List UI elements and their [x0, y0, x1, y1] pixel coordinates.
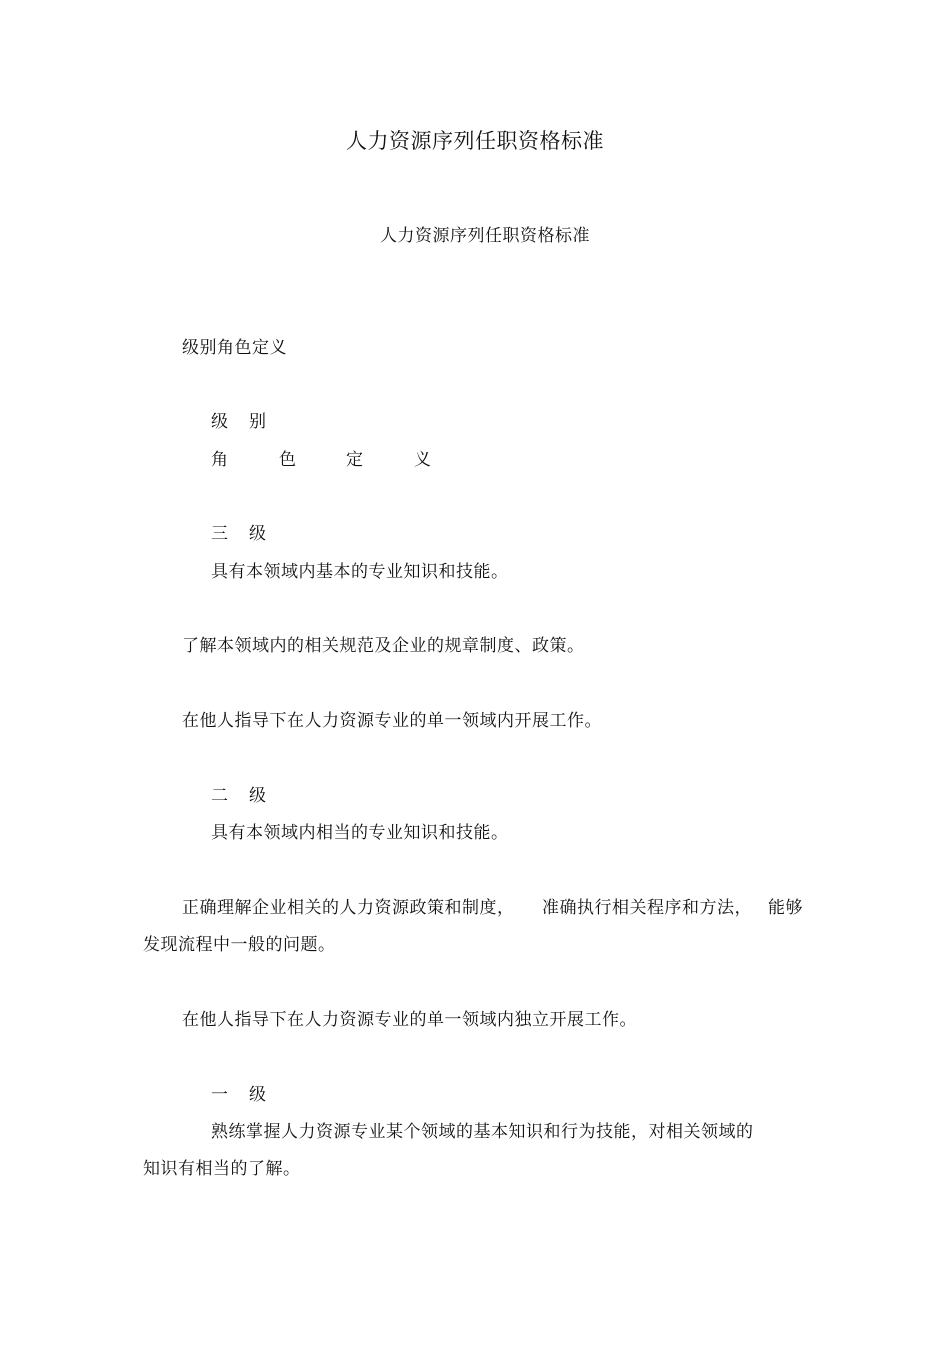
level-char: 一	[211, 1085, 228, 1105]
level-3-item: 在他人指导下在人力资源专业的单一领域内开展工作。	[182, 711, 602, 731]
header-role-char: 角	[211, 450, 228, 470]
level-2-item: 准确执行相关程序和方法，	[542, 898, 752, 918]
header-level-char: 别	[249, 412, 266, 432]
document-subtitle: 人力资源序列任职资格标准	[380, 226, 590, 246]
level-3-item: 了解本领域内的相关规范及企业的规章制度、政策。	[182, 636, 585, 656]
header-level-char: 级	[211, 412, 228, 432]
level-char: 级	[249, 786, 266, 806]
level-2-item: 正确理解企业相关的人力资源政策和制度，	[182, 898, 515, 918]
level-3-item: 具有本领域内基本的专业知识和技能。	[211, 562, 509, 582]
header-role-char: 义	[414, 450, 431, 470]
level-2-item: 发现流程中一般的问题。	[143, 935, 336, 955]
level-char: 二	[211, 786, 228, 806]
level-2-item: 在他人指导下在人力资源专业的单一领域内独立开展工作。	[182, 1010, 637, 1030]
level-2-item: 能够	[768, 898, 803, 918]
level-2-item: 具有本领域内相当的专业知识和技能。	[211, 823, 509, 843]
document-title: 人力资源序列任职资格标准	[346, 129, 604, 153]
header-role-char: 定	[346, 450, 363, 470]
section-heading: 级别角色定义	[182, 338, 287, 358]
level-char: 三	[211, 524, 228, 544]
header-role-char: 色	[279, 450, 296, 470]
level-1-item: 知识有相当的了解。	[143, 1159, 301, 1179]
level-char: 级	[249, 524, 266, 544]
level-1-item: 熟练掌握人力资源专业某个领域的基本知识和行为技能，对相关领域的	[211, 1122, 754, 1142]
level-char: 级	[249, 1085, 266, 1105]
